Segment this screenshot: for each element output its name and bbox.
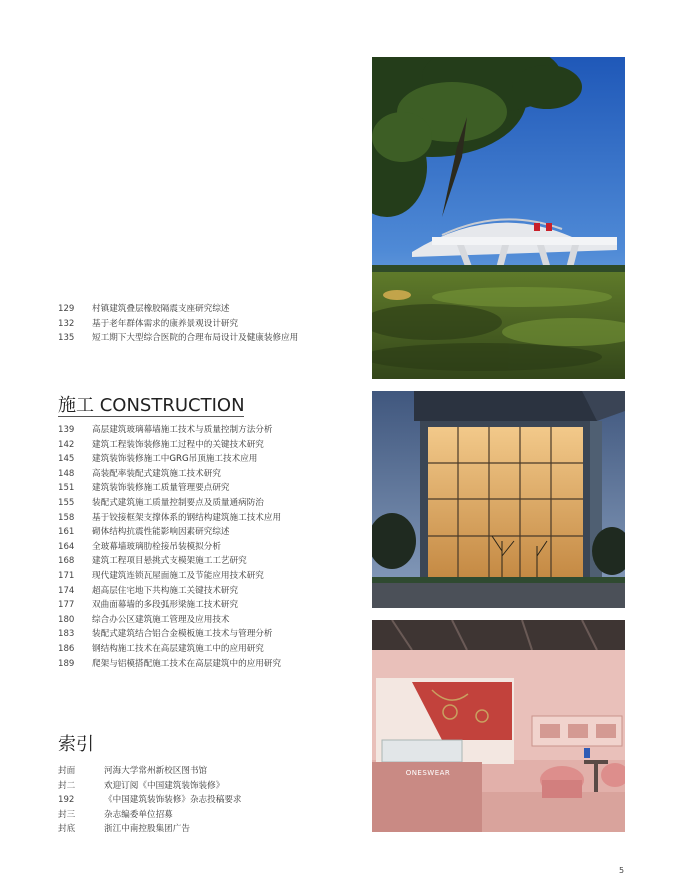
- index-item[interactable]: [58, 764, 242, 779]
- article-title: 基于铰接框架支撑体系的钢结构建筑施工技术应用: [92, 512, 282, 523]
- toc-item[interactable]: [58, 642, 281, 657]
- article-title: 村镇建筑叠层橡胶隔震支座研究综述: [92, 304, 230, 314]
- page-number-label: 155: [58, 497, 75, 508]
- index-key: 192: [58, 795, 75, 806]
- index-key: 封三: [58, 809, 76, 820]
- page-number-label: 151: [58, 483, 75, 494]
- construction-heading: 施工 CONSTRUCTION: [58, 395, 245, 416]
- toc-item[interactable]: [58, 554, 281, 569]
- store-sign-text: ONESWEAR: [405, 769, 451, 777]
- page-number-label: 183: [58, 629, 75, 640]
- article-title: 高装配率装配式建筑施工技术研究: [92, 468, 221, 479]
- article-title: 短工期下大型综合医院的合理布局设计及健康装修应用: [92, 333, 299, 344]
- section-divider: [58, 416, 244, 417]
- page-number: 5: [619, 866, 625, 875]
- article-title: 全玻幕墙玻璃肋栓接吊装模拟分析: [92, 541, 221, 552]
- toc-item[interactable]: [58, 331, 298, 346]
- page-number-label: 135: [58, 333, 75, 344]
- toc-item[interactable]: [58, 525, 281, 540]
- page-number-label: 145: [58, 454, 75, 465]
- article-title: 建筑装饰装修施工中GRG吊顶施工技术应用: [92, 454, 258, 465]
- page-number-label: 148: [58, 468, 75, 479]
- toc-item[interactable]: [58, 467, 281, 482]
- page-number-label: 129: [58, 304, 75, 314]
- index-item[interactable]: [58, 793, 242, 808]
- page-number-label: 164: [58, 541, 75, 552]
- construction-article-list: [58, 423, 281, 671]
- index-key: 封二: [58, 780, 76, 791]
- index-key: 封面: [58, 766, 76, 776]
- index-item[interactable]: [58, 808, 242, 823]
- photo-pink-store: [372, 620, 625, 832]
- index-list: [58, 764, 242, 837]
- page-number-label: 161: [58, 527, 75, 538]
- top-article-list: [58, 302, 298, 346]
- article-title: 装配式建筑结合铝合金模板施工技术与管理分析: [92, 629, 273, 640]
- page-number-label: 177: [58, 600, 75, 611]
- station-canopy-image: [372, 57, 625, 379]
- article-title: 双曲面幕墙的多段弧形梁施工技术研究: [92, 600, 239, 611]
- toc-item[interactable]: [58, 511, 281, 526]
- index-title: 《中国建筑装饰装修》杂志投稿要求: [104, 795, 242, 806]
- article-title: 砌体结构抗震性能影响因素研究综述: [92, 527, 230, 538]
- article-title: 基于老年群体需求的康养景观设计研究: [92, 318, 239, 329]
- article-title: 高层建筑玻璃幕墙施工技术与质量控制方法分析: [92, 425, 273, 435]
- page-number-label: 132: [58, 318, 75, 329]
- toc-item[interactable]: [58, 302, 298, 317]
- photo-station-canopy: [372, 57, 625, 379]
- pink-store-image: [372, 620, 625, 832]
- page-number-label: 186: [58, 643, 75, 654]
- toc-item[interactable]: [58, 598, 281, 613]
- toc-item[interactable]: [58, 317, 298, 332]
- toc-item[interactable]: [58, 423, 281, 438]
- index-title: 浙江中南控股集团广告: [104, 824, 190, 835]
- toc-item[interactable]: [58, 657, 281, 672]
- toc-item[interactable]: [58, 452, 281, 467]
- toc-item[interactable]: [58, 496, 281, 511]
- page-number-label: 158: [58, 512, 75, 523]
- page-number-label: 168: [58, 556, 75, 567]
- glass-building-image: [372, 391, 625, 608]
- toc-item[interactable]: [58, 627, 281, 642]
- article-title: 建筑工程项目悬挑式支模架施工工艺研究: [92, 556, 247, 567]
- toc-item[interactable]: [58, 613, 281, 628]
- index-heading: 索引: [58, 734, 94, 755]
- article-title: 建筑装饰装修施工质量管理要点研究: [92, 483, 230, 494]
- toc-item[interactable]: [58, 481, 281, 496]
- page-number-label: 174: [58, 585, 75, 596]
- toc-item[interactable]: [58, 569, 281, 584]
- page-number-label: 189: [58, 658, 75, 669]
- page-number-label: 139: [58, 425, 75, 435]
- article-title: 超高层住宅地下共构施工关键技术研究: [92, 585, 239, 596]
- page-number-label: 171: [58, 570, 75, 581]
- page-number-label: 142: [58, 439, 75, 450]
- photo-glass-building: [372, 391, 625, 608]
- article-title: 爬架与铝模搭配施工技术在高层建筑中的应用研究: [92, 658, 282, 669]
- index-item[interactable]: [58, 822, 242, 837]
- article-title: 现代建筑连锁瓦屋面施工及节能应用技术研究: [92, 570, 264, 581]
- index-key: 封底: [58, 824, 76, 835]
- page-number-label: 180: [58, 614, 75, 625]
- article-title: 装配式建筑施工质量控制要点及质量通病防治: [92, 497, 264, 508]
- index-item[interactable]: [58, 779, 242, 794]
- toc-item[interactable]: [58, 438, 281, 453]
- article-title: 建筑工程装饰装修施工过程中的关键技术研究: [92, 439, 264, 450]
- article-title: 钢结构施工技术在高层建筑施工中的应用研究: [92, 643, 264, 654]
- toc-item[interactable]: [58, 584, 281, 599]
- index-title: 欢迎订阅《中国建筑装饰装修》: [104, 780, 225, 791]
- article-title: 综合办公区建筑施工管理及应用技术: [92, 614, 230, 625]
- index-title: 河海大学常州新校区图书馆: [104, 766, 208, 776]
- toc-item[interactable]: [58, 540, 281, 555]
- index-title: 杂志编委单位招募: [104, 809, 173, 820]
